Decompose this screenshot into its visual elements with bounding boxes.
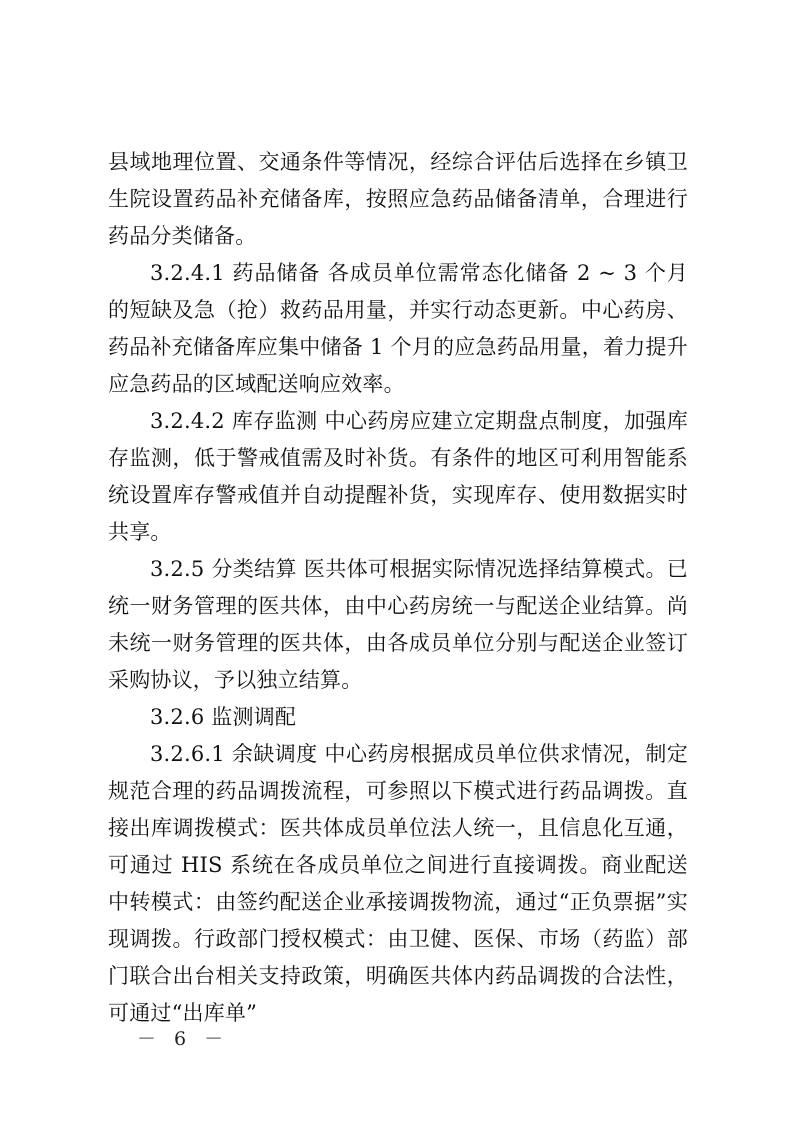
paragraph-monitoring-heading: 3.2.6 监测调配 — [150, 705, 297, 729]
paragraph-settlement: 3.2.5 分类结算 医共体可根据实际情况选择结算模式。已统一财务管理的医共体，由中心药房统一与配送企业结算。尚未统一财务管理的医共体，由各成员单位分别与配送企业签订采购协议，予以独立结算。 — [108, 557, 688, 692]
paragraph-continuation: 县域地理位置、交通条件等情况，经综合评估后选择在乡镇卫生院设置药品补充储备库，按照应急药品储备清单，合理进行药品分类储备。 — [108, 150, 688, 248]
paragraph-inventory-monitoring: 3.2.4.2 库存监测 中心药房应建立定期盘点制度，加强库存监测，低于警戒值需及时补货。有条件的地区可利用智能系统设置库存警戒值并自动提醒补货，实现库存、使用数据实时共享。 — [108, 409, 688, 544]
page-number: － 6 － — [137, 1028, 230, 1050]
paragraph-allocation: 3.2.6.1 余缺调度 中心药房根据成员单位供求情况，制定规范合理的药品调拨流程，可参照以下模式进行药品调拨。直接出库调拨模式：医共体成员单位法人统一，且信息化互通，可通过 HIS 系统在各成员单位之间进行直接调拨。商业配送中转模式：由签约配送企业承接调拨物流，通过“正负票据”实现调拨。行政部门授权模式：由卫健、医保、市场（药监）部门联合出台相关支持政策，明确医共体内药品调拨的合法性，可通过“出库单” — [108, 742, 688, 1025]
paragraph-drug-reserve: 3.2.4.1 药品储备 各成员单位需常态化储备 2 ~ 3 个月的短缺及急（抢）救药品用量，并实行动态更新。中心药房、药品补充储备库应集中储备 1 个月的应急药品用量，着力提升应急药品的区域配送响应效率。 — [108, 261, 688, 396]
document-body — [108, 144, 688, 1032]
